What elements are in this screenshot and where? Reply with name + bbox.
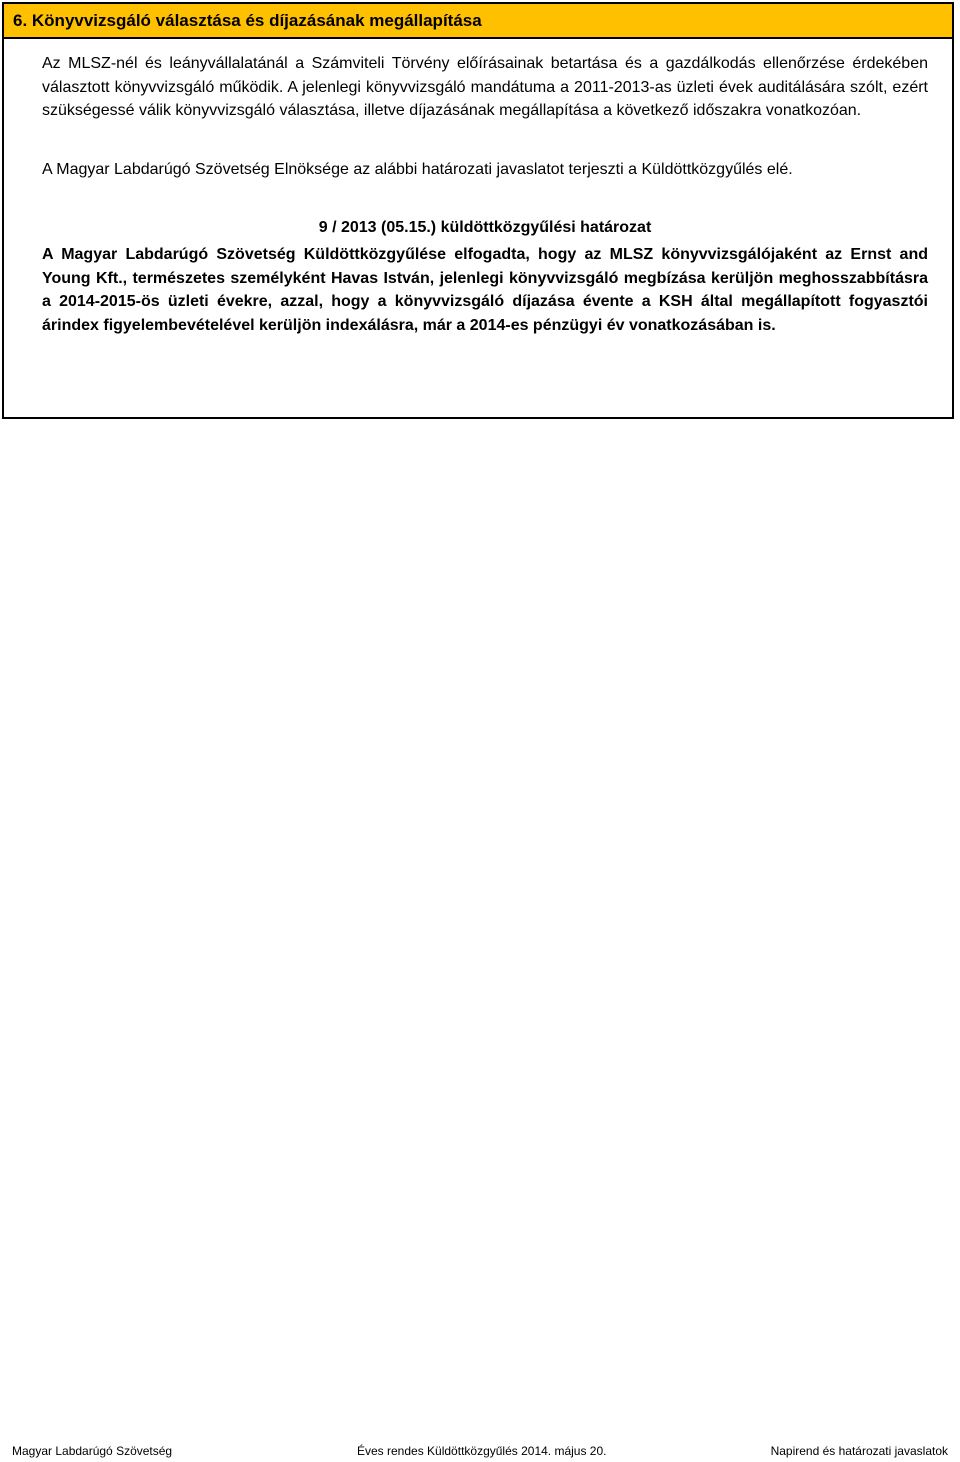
footer-organization: Magyar Labdarúgó Szövetség (12, 1444, 173, 1458)
intro-paragraph: Az MLSZ-nél és leányvállalatánál a Számviteli Törvény előírásainak betartása és a gazdálkodás ellenőrzése érdekében választott könyvvizsgáló működik. A jelenlegi könyvvizsgáló mandátuma a 2011-2013-as üzleti évek auditálására szólt, ezért szükségessé válik könyvvizsgáló választása, illetve díjazásának megállapítása a következő időszakra vonatkozóan. (42, 55, 928, 119)
resolution-text: A Magyar Labdarúgó Szövetség Küldöttközgyűlése elfogadta, hogy az MLSZ könyvvizsgálójaként az Ernst and Young Kft., természetes személyként Havas István, jelenlegi könyvvizsgáló megbízása kerüljön meghosszabbításra a 2014-2015-ös üzleti évekre, azzal, hogy a könyvvizsgáló díjazása évente a KSH által megállapított fogyasztói árindex figyelembevételével kerüljön indexálásra, már a 2014-es pénzügyi év vonatkozásában is. (42, 246, 928, 334)
section-body (4, 39, 952, 337)
agenda-section (2, 2, 954, 419)
footer-document-type: Napirend és határozati javaslatok (770, 1444, 948, 1458)
section-title: 6. Könyvvizsgáló választása és díjazásának megállapítása (4, 4, 952, 39)
resolution-title: 9 / 2013 (05.15.) küldöttközgyűlési határozat (318, 219, 652, 236)
footer-event: Éves rendes Küldöttközgyűlés 2014. május 20. (357, 1444, 607, 1458)
proposal-paragraph: A Magyar Labdarúgó Szövetség Elnöksége az alábbi határozati javaslatot terjeszti a Küldöttközgyűlés elé. (42, 160, 793, 178)
